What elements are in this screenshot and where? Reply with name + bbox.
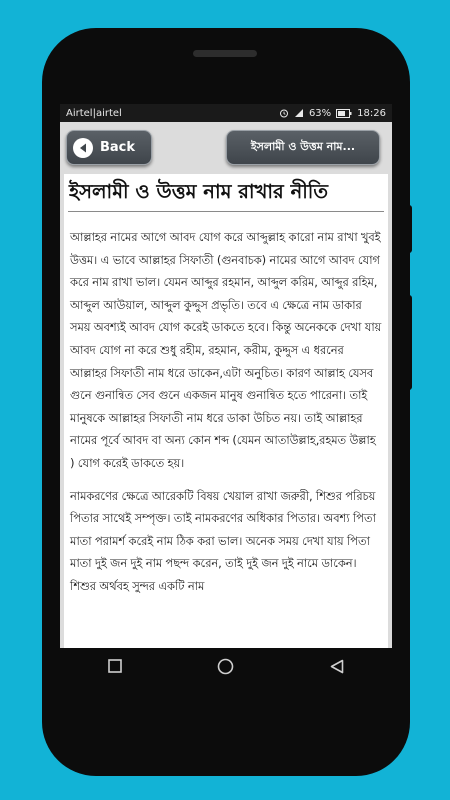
title-button-label: ইসলামী ও উত্তম নাম... [250, 140, 356, 153]
phone-side-button [406, 205, 412, 253]
navigation-bar [60, 648, 392, 684]
arrow-left-icon [73, 138, 93, 158]
article-paragraph: আল্লাহর নামের আগে আবদ যোগ করে আব্দুল্লাহ কারো নাম রাখা খুবই উত্তম। এ ভাবে আল্লাহর সিফাতী (গুনবাচক) নামের আগে আবদ যোগ করে নাম রাখা ভাল। যেমন আব্দুর রহমান, আব্দুল করিম, আব্দুর রহিম, আব্দুল আউয়াল, আব্দুল কুদ্দুস প্রভৃতি। তবে এ ক্ষেত্রে নাম ডাকার সময় অবশ্যই আবদ যোগ করেই ডাকতে হবে। কিন্তু অনেককে দেখা যায় আবদ যোগ না করে শুধু রহীম, রহমান, করীম, কুদ্দুস এ ধরনের আল্লাহর সিফাতী নাম ধরে ডাকেন,এটা অনুচিত। কারণ আল্লাহ যেসব গুনে গুনান্বিত সেব গুনে একজন মানুষ গুনান্বিত হতে পারেনা। তাই মানুষকে আল্লাহর সিফাতী নাম ধরে ডাকা উচিত নয়। তাই আল্লাহর নামের পূর্বে আবদ বা অন্য কোন শব্দ (যেমন আতাউল্লাহ,রহমত উল্লাহ ) যোগ করেই ডাকতে হয়। [70, 230, 382, 470]
phone-speaker [193, 50, 257, 57]
recents-square-icon[interactable] [85, 651, 145, 681]
clock: 18:26 [357, 107, 386, 119]
article-heading: ইসলামী ও উত্তম নাম রাখার নীতি [69, 180, 328, 203]
carrier-label: Airtel|airtel [66, 107, 122, 119]
article-paragraph: নামকরণের ক্ষেত্রে আরেকটি বিষয় খেয়াল রাখা জরুরী, শিশুর পরিচয় পিতার সাথেই সম্পৃক্ত। তাই নামকরণের অধিকার পিতার। অবশ্য পিতা মাতা পরামর্শ করেই নাম ঠিক করা ভাল। অনেক সময় দেখা যায় পিতা মাতা দুই জন দুই নাম পছন্দ করেন, তাই দুই জন দুই নামে ডাকেন। শিশুর অর্থবহ সুন্দর একটি নাম [70, 488, 376, 593]
back-button[interactable] [66, 130, 152, 165]
title-button[interactable] [226, 130, 380, 165]
article-panel[interactable] [64, 174, 388, 648]
back-triangle-icon[interactable] [307, 651, 367, 681]
back-button-label: Back [100, 140, 136, 155]
top-toolbar [60, 122, 392, 172]
heading-divider [68, 211, 384, 212]
status-bar [60, 104, 392, 122]
home-circle-icon[interactable] [196, 651, 256, 681]
phone-side-button [406, 295, 412, 390]
battery-percent: 63% [308, 107, 332, 119]
phone-screen [60, 104, 392, 648]
signal-icon [294, 108, 304, 118]
battery-icon [336, 109, 352, 118]
alarm-icon [279, 108, 289, 118]
